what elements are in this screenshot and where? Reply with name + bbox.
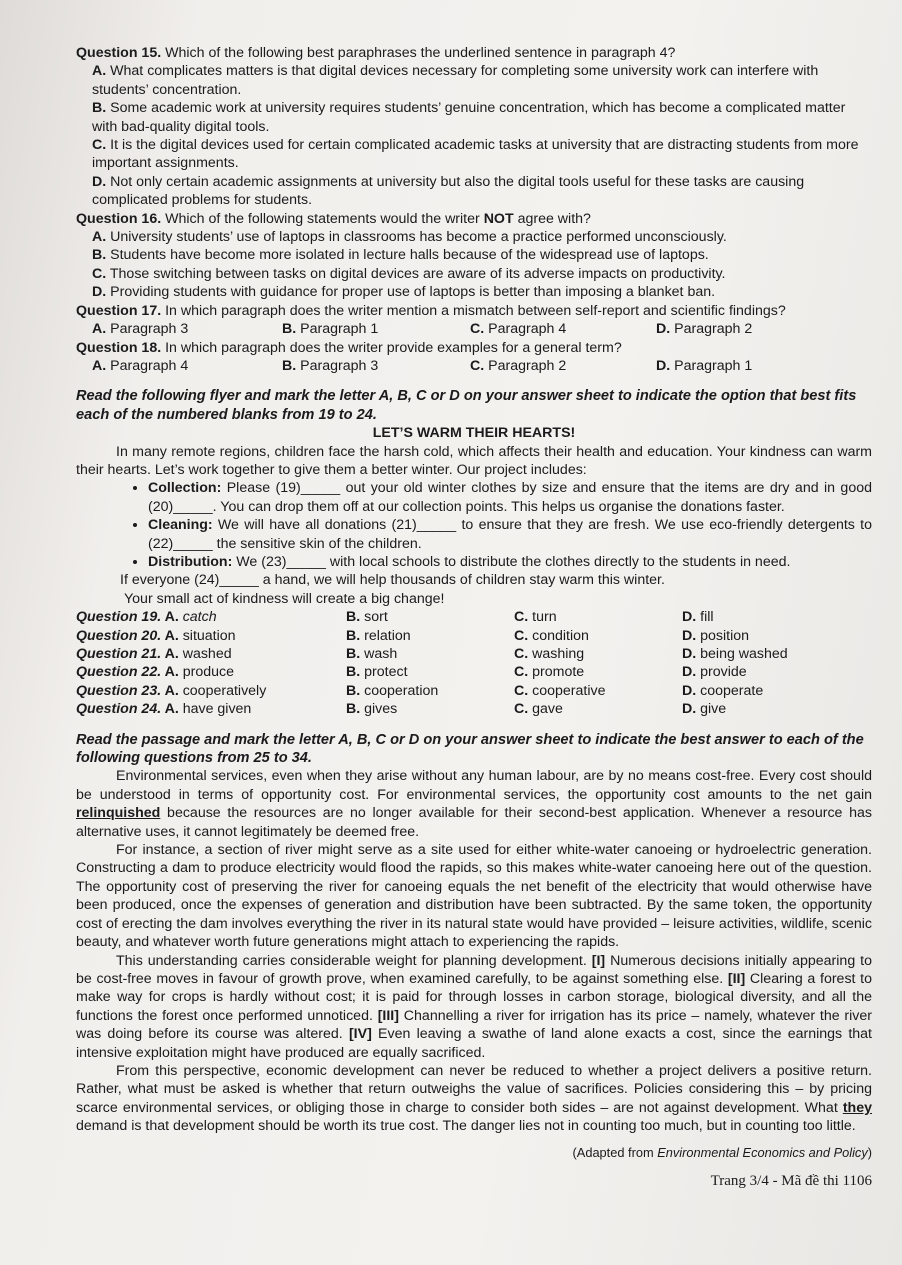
answer-cell-d: D. provide xyxy=(682,664,747,681)
option-d: D. Not only certain academic assignments at university but also the digital tools useful for these tasks are causing complicated problems for students. xyxy=(92,173,805,209)
option-b: B. Students have become more isolated in lecture halls because of the widespread use of laptops. xyxy=(92,247,709,264)
option-b: B. Paragraph 1 xyxy=(282,321,379,338)
answer-cell-d: D. give xyxy=(682,701,727,718)
answer-cell-b: B. wash xyxy=(346,646,398,662)
option-d: D. Paragraph 1 xyxy=(656,357,753,374)
option-a: A. Paragraph 4 xyxy=(92,357,189,374)
question-label: Question 15. xyxy=(76,45,162,61)
answer-row xyxy=(76,608,872,626)
answer-cell-c: C. cooperative xyxy=(514,682,606,699)
source-citation: (Adapted from Environmental Economics and Policy) xyxy=(572,1144,872,1160)
answer-question-label: Question 20. xyxy=(76,627,162,644)
option-c: C. Paragraph 4 xyxy=(470,321,567,338)
question-17: Question 17. In which paragraph does the writer mention a mismatch between self-report and scientific findings? A. Paragraph 3 B. Paragraph 1 C. Paragraph 4 D. Paragraph 2 xyxy=(76,302,872,339)
section-instructions-passage: Read the passage and mark the letter A, B, C or D on your answer sheet to indicate the best answer to each of the following questions from 25 to 34. xyxy=(76,731,864,767)
question-18: Question 18. In which paragraph does the writer provide examples for a general term? A. Paragraph 4 B. Paragraph 3 C. Paragraph 2 D. Paragraph 1 xyxy=(76,339,872,376)
section-instructions-flyer: Read the following flyer and mark the letter A, B, C or D on your answer sheet to indicate the option that best fits each of the numbered blanks from 19 to 24. xyxy=(76,388,857,423)
option-d: D. Providing students with guidance for proper use of laptops is better than imposing a blanket ban. xyxy=(92,284,716,301)
option-a: A. University students’ use of laptops in classrooms has become a practice performed unconsciously. xyxy=(92,229,727,246)
passage xyxy=(76,767,872,1135)
answer-question-label: Question 22. xyxy=(76,664,162,681)
passage-paragraph-4: From this perspective, economic development can never be reduced to whether a project delivers a positive return. Rather, what must be asked is whether that return outweighs the value of sacrifices. Policies considering this – by pricing scarce environmental services, or obliging those in charge to consider both sides – are not against development. What they demand is that development should be worth its true cost. The danger lies not in counting too much, but in counting too little. xyxy=(76,1062,872,1135)
option-d: D. Paragraph 2 xyxy=(656,321,753,338)
answer-cell-c: C. washing xyxy=(514,646,585,662)
question-label: Question 16. xyxy=(76,210,162,227)
answer-cell-a: Question 22. A. produce xyxy=(76,664,234,681)
answer-cell-d: D. cooperate xyxy=(682,682,764,699)
answer-cell-a: Question 23. A. cooperatively xyxy=(76,682,267,699)
answer-cell-b: B. gives xyxy=(346,701,398,718)
answer-question-label: Question 23. xyxy=(76,682,162,699)
passage-paragraph-3: This understanding carries considerable weight for planning development. [I] Numerous decisions initially appearing to be cost-free moves in favour of growth prove, when examined carefully, to be against something else. [II] Clearing a forest to make way for crops is hardly without cost; it is paid for through losses in carbon storage, biological diversity, and all the functions the forest once performed unnoticed. [III] Channelling a river for irrigation has its price – namely, whatever the river was doing before its course was altered. [IV] Even leaving a swathe of land alone exacts a cost, since the earnings that intensive exploitation might have produced are equally sacrificed. xyxy=(76,952,872,1061)
answer-cell-b: B. relation xyxy=(346,627,411,644)
option-b: B. Some academic work at university requires students’ genuine concentration, which has become a complicated matter with bad-quality digital tools. xyxy=(92,100,846,135)
answer-cell-d: D. being washed xyxy=(682,646,788,662)
answer-cell-c: C. promote xyxy=(514,664,585,681)
options-row xyxy=(76,320,872,338)
flyer-closing-2: Your small act of kindness will create a big change! xyxy=(124,590,445,607)
answer-question-label: Question 24. xyxy=(76,701,162,718)
flyer-bullets xyxy=(76,479,872,571)
question-label: Question 18. xyxy=(76,339,162,356)
question-15 xyxy=(76,44,872,210)
answer-row xyxy=(76,645,872,663)
answer-row xyxy=(76,700,872,718)
answer-rows xyxy=(76,608,872,718)
answer-cell-c: C. turn xyxy=(514,609,557,626)
option-a: A. What complicates matters is that digital devices necessary for completing some university work can interfere with students’ concentration. xyxy=(92,63,819,98)
option-c: C. Paragraph 2 xyxy=(470,357,567,374)
underlined-word: they xyxy=(842,1099,872,1116)
answer-cell-b: B. cooperation xyxy=(346,682,439,699)
underlined-word: relinquished xyxy=(76,805,161,822)
answer-cell-d: D. position xyxy=(682,627,750,644)
question-stem: Which of the following best paraphrases the underlined sentence in paragraph 4? xyxy=(165,45,676,61)
marker-2: [II] xyxy=(727,970,746,987)
marker-3: [III] xyxy=(377,1007,399,1024)
answer-cell-a: Question 19. A. catch xyxy=(76,609,217,626)
flyer-closing-1: If everyone (24)_____ a hand, we will help thousands of children stay warm this winter. xyxy=(120,572,665,589)
bullet-distribution: • Distribution: We (23)_____ with local schools to distribute the clothes directly to the students in need. xyxy=(148,553,872,571)
answer-cell-a: Question 24. A. have given xyxy=(76,701,252,718)
option-b: B. Paragraph 3 xyxy=(282,357,379,374)
answer-row xyxy=(76,663,872,681)
answer-cell-d: D. fill xyxy=(682,609,714,626)
passage-paragraph-2: For instance, a section of river might serve as a site used for either white-water canoeing or hydroelectric generation. Constructing a dam to produce electricity would flood the rapids, so this makes white-water canoeing here out of the question. The opportunity cost of preserving the river for canoeing equals the net benefit of the electricity that would otherwise have been produced, once the expenses of generation and distribution have been subtracted. By the same token, the opportunity cost of erecting the dam involves everything the river in its natural state would have provided – leisure activities, wildlife, scenic beauty, and whatever worth future generations might attach to experiencing the rapids. xyxy=(76,842,872,951)
marker-1: [I] xyxy=(591,952,606,969)
answer-cell-c: C. gave xyxy=(514,701,563,718)
option-c: C. Those switching between tasks on digital devices are aware of its adverse impacts on productivity. xyxy=(92,265,726,282)
answer-cell-c: C. condition xyxy=(514,627,589,644)
answer-question-label: Question 21. xyxy=(76,646,162,662)
flyer-intro: In many remote regions, children face the harsh cold, which affects their health and education. Your kindness can warm their hearts. Let’s work together to give them a better winter. Our project includes: xyxy=(76,443,872,478)
answer-row xyxy=(76,627,872,645)
option-c: C. It is the digital devices used for certain complicated academic tasks at university that are distracting students from more important assignments. xyxy=(92,137,859,172)
marker-4: [IV] xyxy=(348,1026,372,1043)
option-a: A. Paragraph 3 xyxy=(92,321,189,338)
question-16: Question 16. Which of the following statements would the writer NOT agree with? A. University students’ use of laptops in classrooms has become a practice performed unconsciously. B. Students have become more isolated in lecture halls because of the widespread use of laptops. C. Those switching between tasks on digital devices are aware of its adverse impacts on productivity. D. Providing students with guidance for proper use of laptops is better than imposing a blanket ban. xyxy=(76,210,872,302)
answer-row xyxy=(76,682,872,700)
question-label: Question 17. xyxy=(76,302,162,319)
page-footer: Trang 3/4 - Mã đề thi 1106 xyxy=(710,1172,872,1189)
passage-paragraph-1: Environmental services, even when they arise without any human labour, are by no means cost-free. Every cost should be understood in terms of opportunity cost. For environmental services, the opportunity cost amounts to the net gain relinquished because the resources are no longer available for their second-best application. Whenever a resource has alternative uses, it cannot legitimately be deemed free. xyxy=(76,768,872,840)
bullet-collection: • Collection: Please (19)_____ out your old winter clothes by size and ensure that the items are dry and in good (20)_____. You can drop them off at our collection points. This helps us organise the donations faster. xyxy=(148,479,872,516)
bullet-cleaning: • Cleaning: We will have all donations (21)_____ to ensure that they are fresh. We use eco-friendly detergents to (22)_____ the sensitive skin of the children. xyxy=(148,516,872,553)
flyer-title: LET’S WARM THEIR HEARTS! xyxy=(372,425,576,442)
answer-cell-b: B. sort xyxy=(346,609,388,626)
answer-cell-b: B. protect xyxy=(346,664,408,681)
answer-cell-a: Question 20. A. situation xyxy=(76,627,236,644)
options-row xyxy=(76,357,872,375)
answer-question-label: Question 19. xyxy=(76,609,162,626)
answer-cell-a: Question 21. A. washed xyxy=(76,646,232,662)
